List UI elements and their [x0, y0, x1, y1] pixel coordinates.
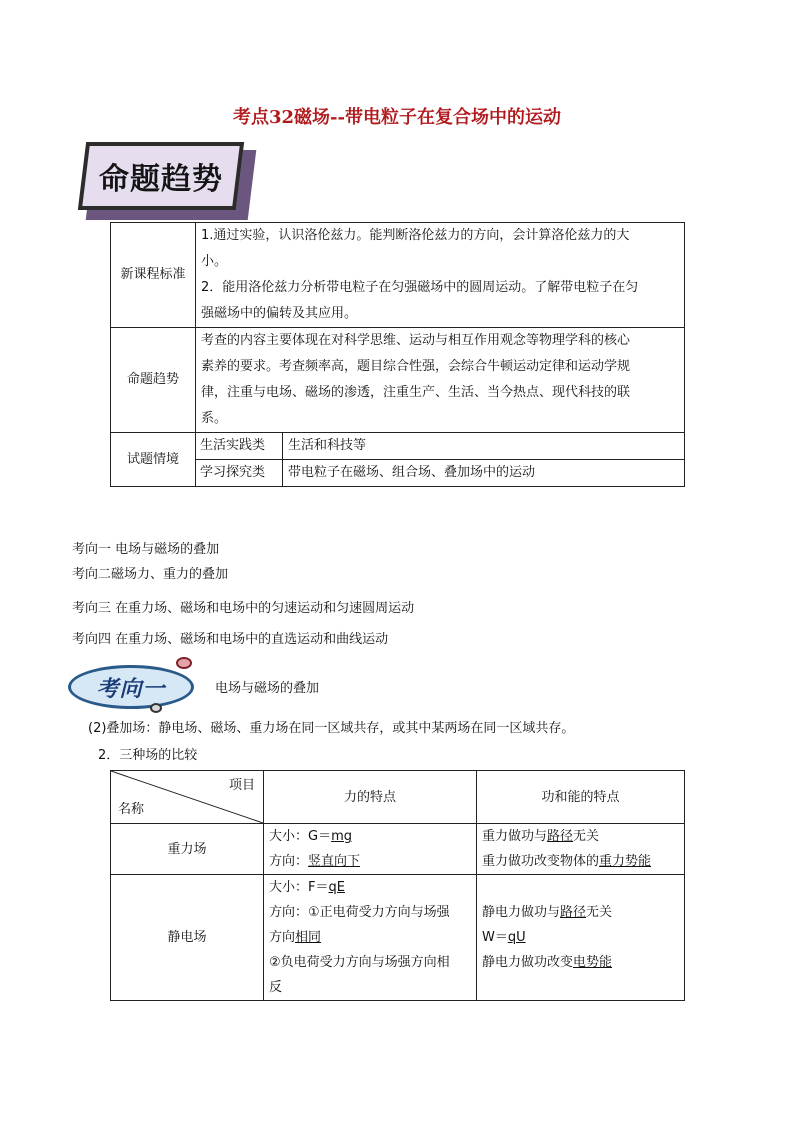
text: 无关	[573, 829, 600, 844]
text: 方向	[269, 930, 296, 945]
section-badge	[66, 655, 210, 717]
work-line	[482, 849, 679, 874]
badge-label: 命题趋势	[99, 162, 223, 197]
decor-dot-icon	[176, 657, 192, 669]
trend-table	[110, 222, 685, 487]
gravity-work	[477, 824, 685, 875]
text-line: 1.通过实验，认识洛伦兹力。能判断洛伦兹力的方向，会计算洛伦兹力的大	[201, 228, 630, 243]
text: W＝	[482, 930, 508, 945]
underlined-text: mg	[331, 829, 352, 844]
context-study-label: 学习探究类	[196, 460, 283, 487]
paragraph-comparison-heading: 2．三种场的比较	[98, 748, 198, 763]
proposition-trend-badge	[76, 140, 252, 224]
text: 重力做功与	[482, 829, 548, 844]
text: 大小：G＝	[269, 829, 332, 844]
text-line: 考查的内容主要体现在对科学思维、运动与相互作用观念等物理学科的核心	[201, 333, 631, 348]
text-line: 律，注重与电场、磁场的渗透，注重生产、生活、当今热点、现代科技的联	[201, 385, 631, 400]
text: 静电力做功改变	[482, 955, 574, 970]
comparison-table	[110, 770, 685, 1001]
underlined-text: qU	[507, 930, 526, 945]
direction-item-4: 考向四 在重力场、磁场和电场中的直选运动和曲线运动	[72, 632, 389, 647]
underlined-text: 竖直向下	[308, 854, 361, 869]
section-badge-oval	[68, 665, 194, 709]
paragraph-superposition: (2)叠加场：静电场、磁场、重力场在同一区域共存，或其中某两场在同一区域共存。	[88, 721, 575, 736]
text-line: 系。	[201, 411, 228, 426]
underlined-text: 电势能	[573, 955, 613, 970]
underlined-text: 路径	[547, 829, 574, 844]
header-force: 力的特点	[264, 771, 477, 824]
underlined-text: 路径	[560, 905, 587, 920]
electric-force	[264, 875, 477, 1001]
text: 方向：	[269, 854, 309, 869]
work-line	[482, 900, 679, 925]
context-life-label: 生活实践类	[196, 433, 283, 460]
force-direction-line: 方向：①正电荷受力方向与场强	[269, 905, 450, 920]
underlined-text: 重力势能	[599, 854, 652, 869]
underlined-text: 相同	[295, 930, 322, 945]
gravity-name: 重力场	[111, 824, 264, 875]
context-life-text: 生活和科技等	[283, 433, 685, 460]
section-title: 电场与磁场的叠加	[215, 681, 320, 696]
electric-name: 静电场	[111, 875, 264, 1001]
underlined-text: qE	[328, 880, 345, 895]
text: 无关	[586, 905, 613, 920]
row-standard-text	[196, 223, 685, 328]
text: 静电力做功与	[482, 905, 561, 920]
force-size-line	[269, 824, 471, 849]
row-standard-label: 新课程标准	[111, 223, 196, 328]
force-size-line	[269, 875, 471, 900]
decor-dot-icon	[150, 703, 162, 713]
force-direction-line	[269, 925, 471, 950]
badge-frame	[78, 142, 244, 210]
section-badge-label: 考向一	[96, 675, 166, 702]
row-trend-label: 命题趋势	[111, 328, 196, 433]
page-title: 考点32磁场--带电粒子在复合场中的运动	[233, 107, 561, 128]
work-line	[482, 925, 679, 950]
work-line	[482, 824, 679, 849]
text: 大小：F＝	[269, 880, 329, 895]
header-name-label: 名称	[118, 802, 145, 817]
work-line	[482, 950, 679, 975]
row-context-label: 试题情境	[111, 433, 196, 487]
gravity-force	[264, 824, 477, 875]
text-line: 素养的要求。考查频率高，题目综合性强，会综合牛顿运动定律和运动学规	[201, 359, 631, 374]
diagonal-header-cell	[111, 771, 264, 824]
row-trend-text	[196, 328, 685, 433]
force-direction-line: ②负电荷受力方向与场强方向相	[269, 955, 450, 970]
text-line: 强磁场中的偏转及其应用。	[201, 306, 358, 321]
force-direction-line: 反	[269, 980, 283, 995]
context-study-text: 带电粒子在磁场、组合场、叠加场中的运动	[283, 460, 685, 487]
direction-item-1: 考向一 电场与磁场的叠加	[72, 542, 220, 557]
text: 重力做功改变物体的	[482, 854, 600, 869]
text-line: 2．能用洛伦兹力分析带电粒子在匀强磁场中的圆周运动。了解带电粒子在匀	[201, 280, 639, 295]
electric-work	[477, 875, 685, 1001]
direction-item-3: 考向三 在重力场、磁场和电场中的匀速运动和匀速圆周运动	[72, 601, 415, 616]
text-line: 小。	[201, 254, 228, 269]
force-direction-line	[269, 849, 471, 874]
header-work: 功和能的特点	[477, 771, 685, 824]
direction-item-2: 考向二磁场力、重力的叠加	[72, 567, 229, 582]
header-item-label: 项目	[228, 778, 255, 793]
